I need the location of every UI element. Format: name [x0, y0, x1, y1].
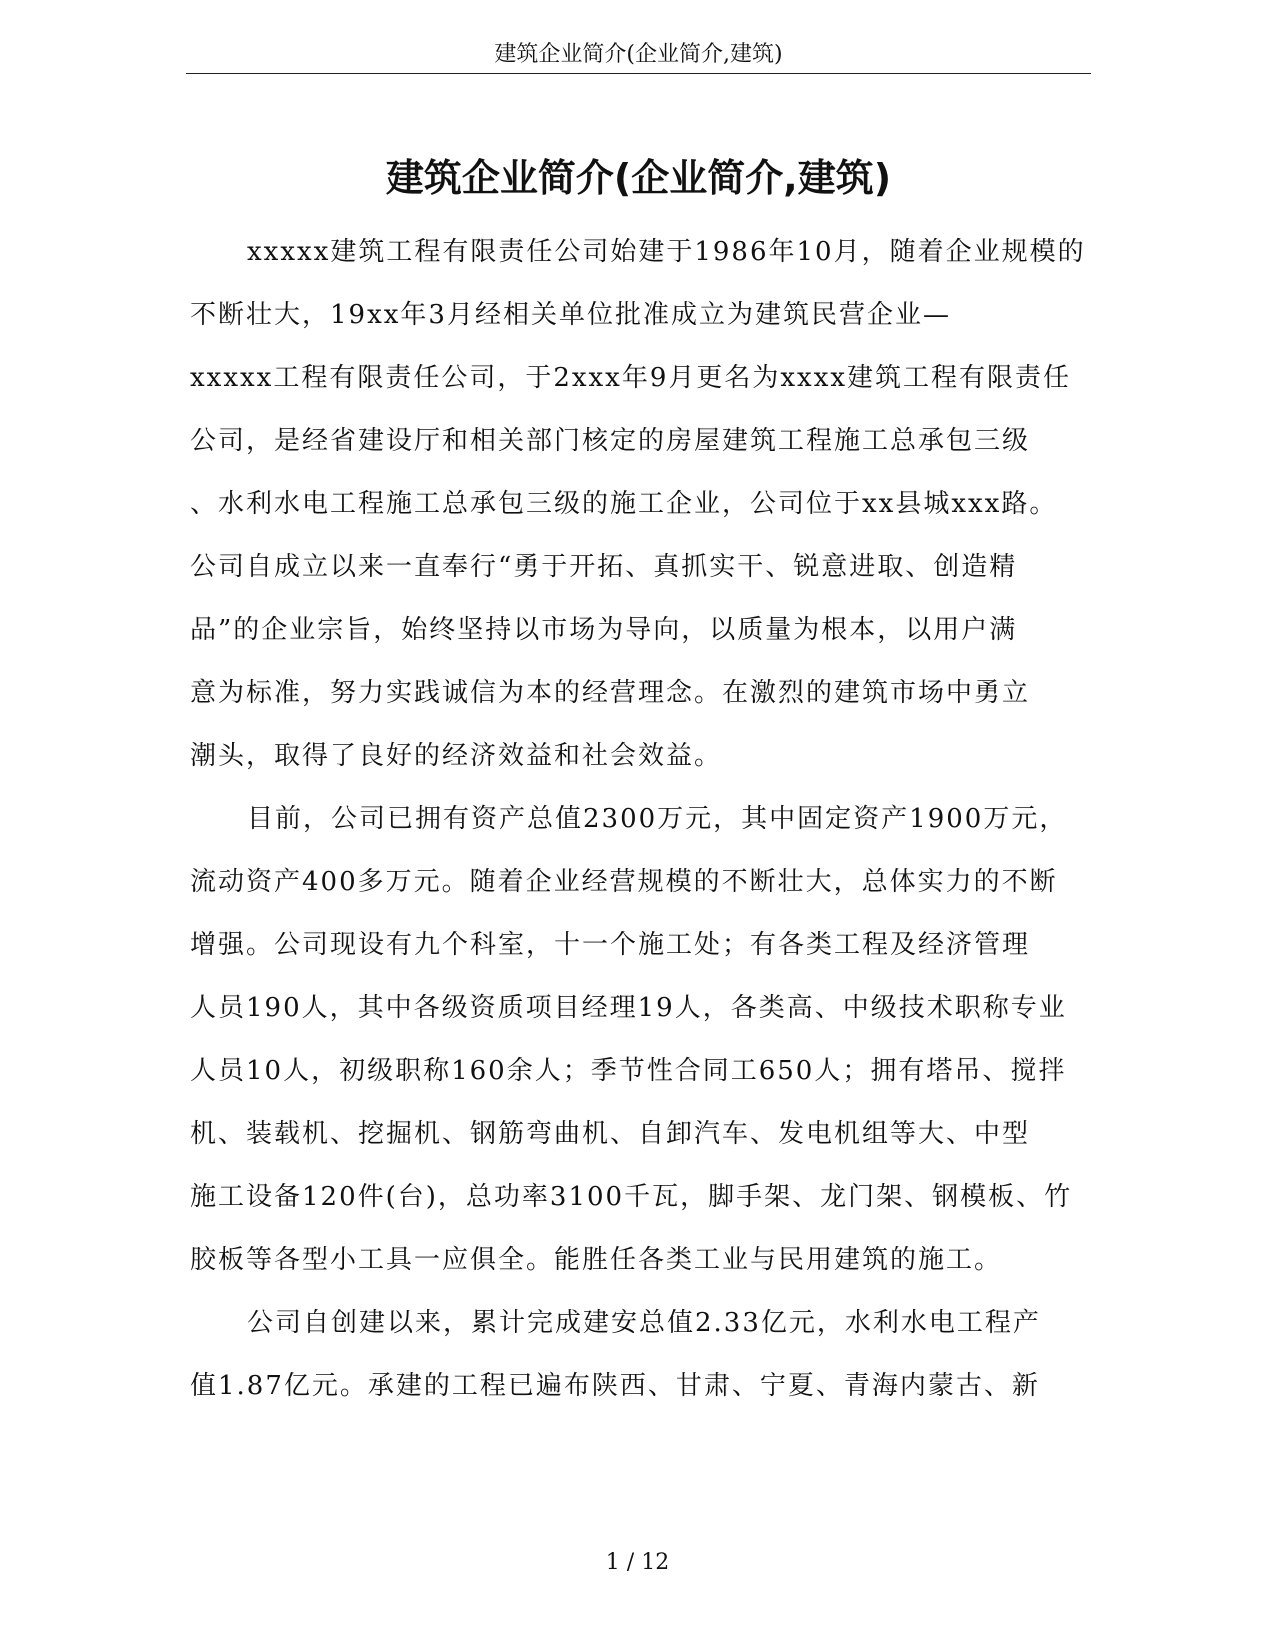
body-line: 品”的企业宗旨，始终坚持以市场为导向，以质量为根本，以用户满 [190, 615, 1018, 645]
body-line: 流动资产400多万元。随着企业经营规模的不断壮大，总体实力的不断 [190, 867, 1058, 897]
body-line: 机、装载机、挖掘机、钢筋弯曲机、自卸汽车、发电机组等大、中型 [190, 1119, 1031, 1149]
body-line: 不断壮大，19xx年3月经相关单位批准成立为建筑民营企业— [190, 300, 951, 330]
running-header: 建筑企业简介(企业简介,建筑) [494, 42, 783, 67]
body-line: 人员10人，初级职称160余人；季节性合同工650人；拥有塔吊、搅拌 [190, 1056, 1067, 1086]
body-line: 值1.87亿元。承建的工程已遍布陕西、甘肃、宁夏、青海内蒙古、新 [190, 1371, 1040, 1401]
body-line: 施工设备120件(台)，总功率3100千瓦，脚手架、龙门架、钢模板、竹 [190, 1182, 1073, 1212]
page-number: 1 / 12 [605, 1550, 670, 1575]
document-title: 建筑企业简介(企业简介,建筑) [385, 156, 892, 200]
body-line: xxxxx工程有限责任公司，于2xxx年9月更名为xxxx建筑工程有限责任 [190, 363, 1072, 393]
header-rule [186, 73, 1091, 74]
body-line: 人员190人，其中各级资质项目经理19人，各类高、中级技术职称专业 [190, 993, 1067, 1023]
body-line: 目前，公司已拥有资产总值2300万元，其中固定资产1900万元， [247, 804, 1068, 834]
body-line: 公司自创建以来，累计完成建安总值2.33亿元，水利水电工程产 [247, 1308, 1041, 1338]
body-line: 增强。公司现设有九个科室，十一个施工处；有各类工程及经济管理 [190, 930, 1031, 960]
body-line: 、水利水电工程施工总承包三级的施工企业，公司位于xx县城xxx路。 [190, 489, 1058, 519]
body-line: 胶板等各型小工具一应俱全。能胜任各类工业与民用建筑的施工。 [190, 1245, 1003, 1275]
body-line: 公司自成立以来一直奉行“勇于开拓、真抓实干、锐意进取、创造精 [190, 552, 1018, 582]
body-line: 意为标准，努力实践诚信为本的经营理念。在激烈的建筑市场中勇立 [190, 678, 1031, 708]
body-line: 潮头，取得了良好的经济效益和社会效益。 [190, 741, 723, 771]
body-line: xxxxx建筑工程有限责任公司始建于1986年10月，随着企业规模的 [247, 237, 1086, 267]
body-line: 公司，是经省建设厅和相关部门核定的房屋建筑工程施工总承包三级 [190, 426, 1031, 456]
